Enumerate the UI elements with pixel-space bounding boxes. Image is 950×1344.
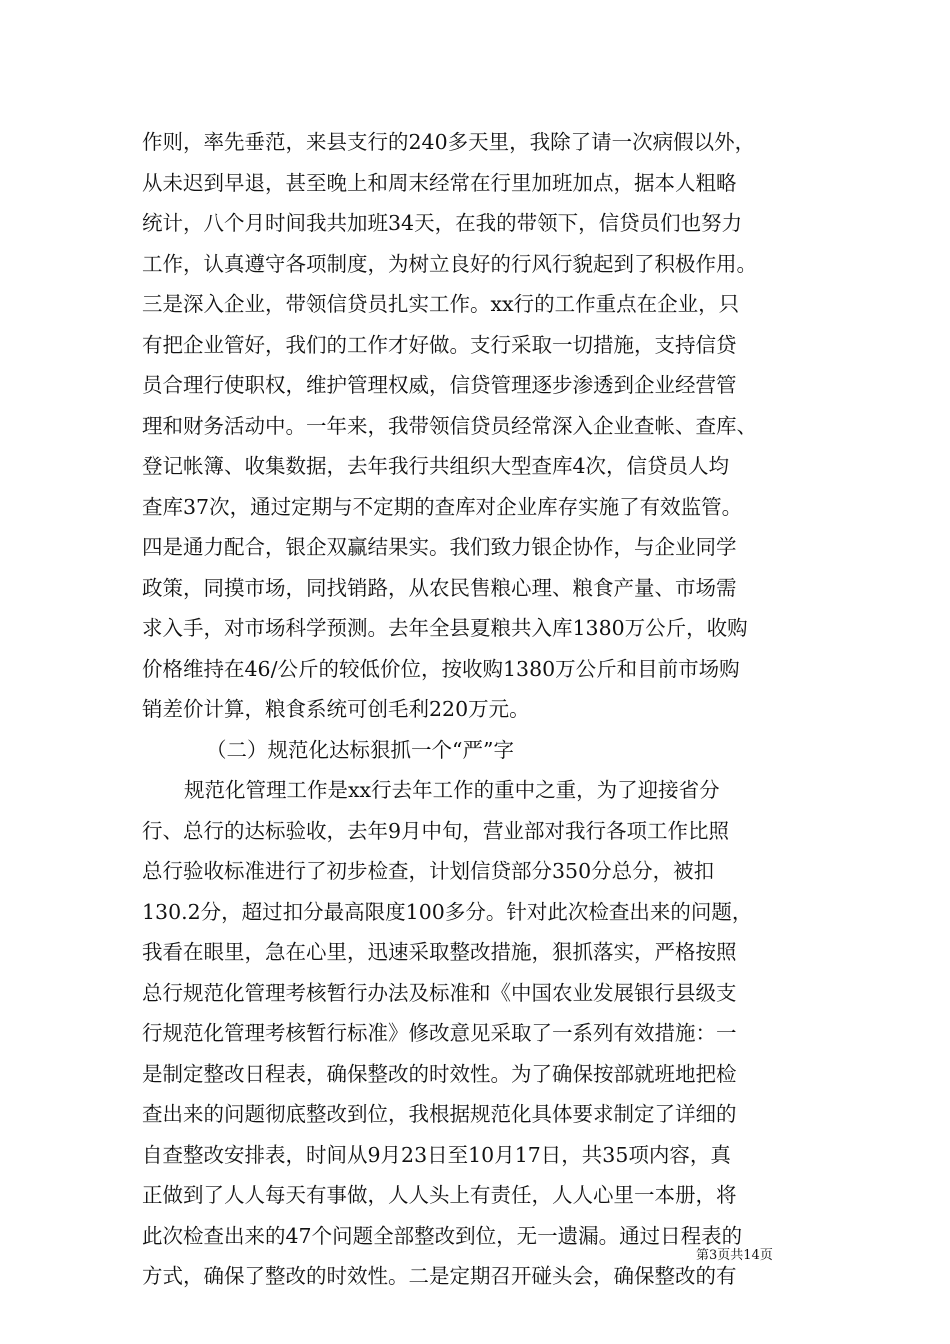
page-footer: 第3页共14页 xyxy=(696,1248,773,1263)
text-line: 登记帐簿、收集数据，去年我行共组织大型查库4次，信贷员人均 xyxy=(142,454,730,478)
text-line: 此次检查出来的47个问题全部整改到位，无一遗漏。通过日程表的 xyxy=(142,1223,743,1248)
text-line: 政策，同摸市场，同找销路，从农民售粮心理、粮食产量、市场需 xyxy=(142,575,737,600)
text-line: 方式，确保了整改的时效性。二是定期召开碰头会，确保整改的有 xyxy=(142,1264,737,1288)
text-line: 有把企业管好，我们的工作才好做。支行采取一切措施，支持信贷 xyxy=(142,332,737,357)
text-line: 130.2分，超过扣分最高限度100多分。针对此次检查出来的问题， xyxy=(142,899,753,924)
text-line: 行、总行的达标验收，去年9月中旬，营业部对我行各项工作比照 xyxy=(142,818,730,843)
text-line: 销差价计算，粮食系统可创毛利220万元。 xyxy=(142,697,530,721)
text-line: 正做到了人人每天有事做，人人头上有责任，人人心里一本册，将 xyxy=(142,1183,737,1207)
text-line: 作则，率先垂范，来县支行的240多天里，我除了请一次病假以外， xyxy=(142,130,756,154)
text-line: 查出来的问题彻底整改到位，我根据规范化具体要求制定了详细的 xyxy=(142,1102,737,1126)
text-line: 理和财务活动中。一年来，我带领信贷员经常深入企业查帐、查库、 xyxy=(142,413,757,438)
text-line: 总行验收标准进行了初步检查，计划信贷部分350分总分，被扣 xyxy=(142,859,715,883)
text-line: 统计，八个月时间我共加班34天，在我的带领下，信贷员们也努力 xyxy=(142,211,743,235)
text-line: 四是通力配合，银企双赢结果实。我们致力银企协作，与企业同学 xyxy=(142,535,737,559)
text-line: 行规范化管理考核暂行标准》修改意见采取了一系列有效措施：一 xyxy=(142,1021,737,1045)
text-line: 价格维持在46/公斤的较低价位，按收购1380万公斤和目前市场购 xyxy=(142,656,740,681)
text-line: 查库37次，通过定期与不定期的查库对企业库存实施了有效监管。 xyxy=(142,494,743,519)
text-line: 自查整改安排表，时间从9月23日至10月17日，共35项内容，真 xyxy=(142,1142,731,1167)
text-line: 工作，认真遵守各项制度，为树立良好的行风行貌起到了积极作用。 xyxy=(142,251,757,276)
text-line: 总行规范化管理考核暂行办法及标准和《中国农业发展银行县级支 xyxy=(142,980,737,1005)
text-line: 从未迟到早退，甚至晚上和周末经常在行里加班加点，据本人粗略 xyxy=(142,170,737,195)
body-text xyxy=(142,122,822,1297)
text-line: 是制定整改日程表，确保整改的时效性。为了确保按部就班地把检 xyxy=(142,1061,737,1086)
text-line: 我看在眼里，急在心里，迅速采取整改措施，狠抓落实，严格按照 xyxy=(142,940,737,964)
text-line: 求入手，对市场科学预测。去年全县夏粮共入库1380万公斤，收购 xyxy=(142,616,748,640)
section-heading: （二）规范化达标狠抓一个“严”字 xyxy=(206,737,514,762)
text-line: 员合理行使职权，维护管理权威，信贷管理逐步渗透到企业经营管 xyxy=(142,373,737,397)
text-line: 规范化管理工作是xx行去年工作的重中之重，为了迎接省分 xyxy=(184,778,720,802)
text-line: 三是深入企业，带领信贷员扎实工作。xx行的工作重点在企业，只 xyxy=(142,292,740,316)
